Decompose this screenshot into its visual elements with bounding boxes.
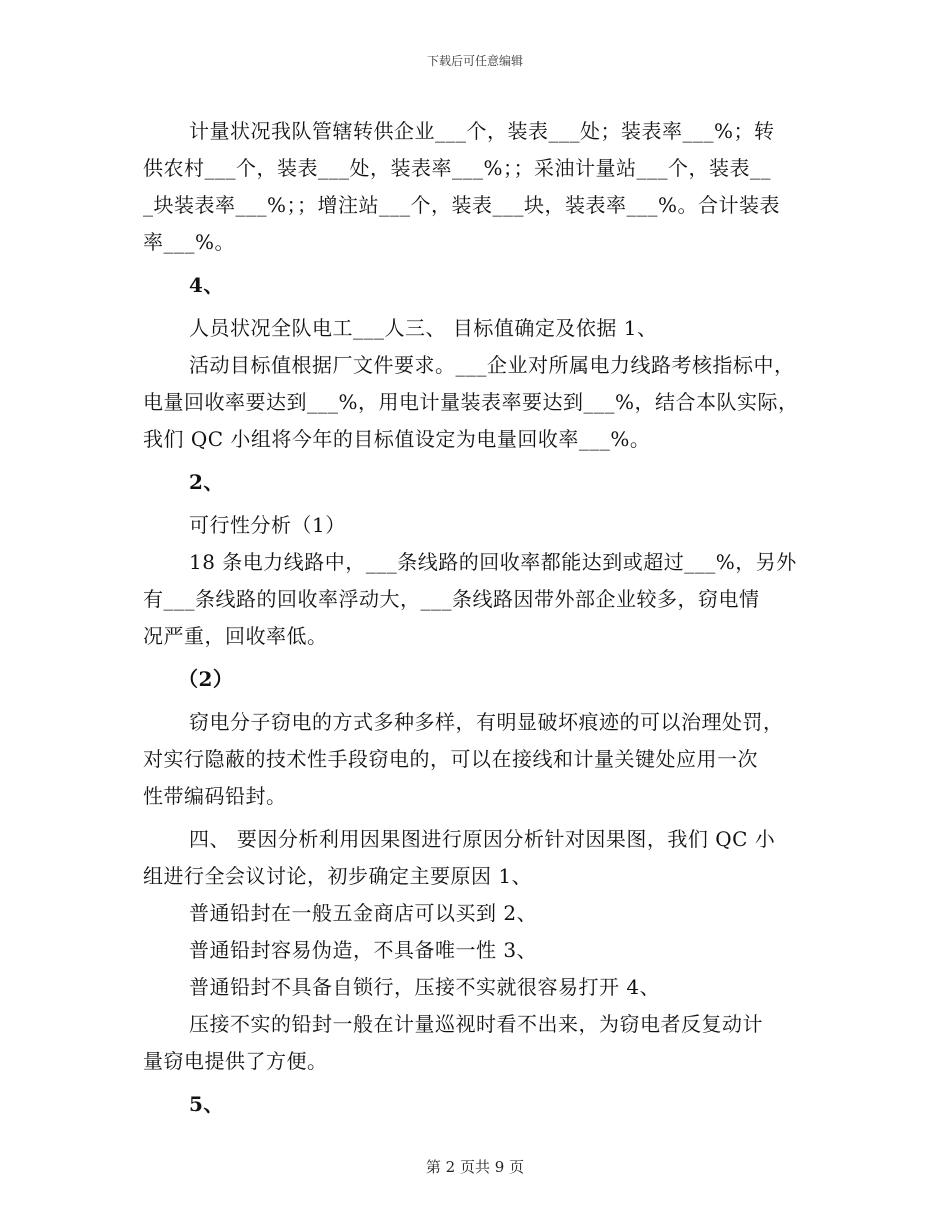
page-header: 下载后可任意编辑 xyxy=(426,54,523,68)
text-line: 四、 要因分析利用因果图进行原因分析针对因果图，我们 QC 小 xyxy=(189,827,776,851)
text-line: 况严重，回收率低。 xyxy=(143,624,328,648)
text-line: 量窃电提供了方便。 xyxy=(143,1049,328,1073)
paragraph-cause-item: 普通铅封在一般五金商店可以买到 2、 xyxy=(189,901,538,925)
paragraph-cause-item: 普通铅封不具备自锁行，压接不实就很容易打开 4、 xyxy=(189,975,661,999)
paragraph-feasibility-lines xyxy=(143,544,815,655)
paragraph-target-value xyxy=(143,347,815,458)
section-number: 4、 xyxy=(189,273,224,297)
page-footer: 第 2 页共 9 页 xyxy=(425,1158,525,1176)
text-line: 18 条电力线路中，___条线路的回收率都能达到或超过___%，另外 xyxy=(189,550,797,574)
text-line: 计量状况我队管辖转供企业___个，装表___处；装表率___%；转 xyxy=(189,119,775,143)
paragraph-feasibility-heading: 可行性分析（1） xyxy=(189,513,346,537)
text-line: 压接不实的铅封一般在计量巡视时看不出来，为窃电者反复动计 xyxy=(189,1012,763,1036)
paragraph-cause-item: 普通铅封容易伪造，不具备唯一性 3、 xyxy=(189,938,538,962)
text-line: 我们 QC 小组将今年的目标值设定为电量回收率___%。 xyxy=(143,427,651,451)
subsection-number: （2） xyxy=(178,667,234,691)
paragraph-cause-item xyxy=(143,1006,815,1080)
text-line: 率___%。 xyxy=(143,230,236,254)
text-line: 电量回收率要达到___%，用电计量装表率要达到___%，结合本队实际， xyxy=(143,390,799,414)
section-number: 5、 xyxy=(189,1092,224,1116)
paragraph-metering-status xyxy=(143,113,815,261)
text-line: 有___条线路的回收率浮动大，___条线路因带外部企业较多，窃电情 xyxy=(143,587,760,611)
text-line: 活动目标值根据厂文件要求。___企业对所属电力线路考核指标中， xyxy=(189,353,795,377)
text-line: 组进行全会议讨论，初步确定主要原因 1、 xyxy=(143,864,533,888)
paragraph-theft-methods xyxy=(143,704,815,815)
text-line: _块装表率___%；；增注站___个，装表___块，装表率___%。合计装表 xyxy=(143,193,781,217)
paragraph-personnel-status: 人员状况全队电工___人三、 目标值确定及依据 1、 xyxy=(189,316,658,340)
text-line: 对实行隐蔽的技术性手段窃电的，可以在接线和计量关键处应用一次 xyxy=(143,747,758,771)
paragraph-cause-analysis xyxy=(143,821,815,895)
text-line: 供农村___个，装表___处，装表率___%；；采油计量站___个，装表__ xyxy=(143,156,772,180)
text-line: 性带编码铅封。 xyxy=(143,784,287,808)
section-number: 2、 xyxy=(189,470,224,494)
text-line: 窃电分子窃电的方式多种多样，有明显破坏痕迹的可以治理处罚， xyxy=(189,710,784,734)
document-body xyxy=(143,113,815,1123)
